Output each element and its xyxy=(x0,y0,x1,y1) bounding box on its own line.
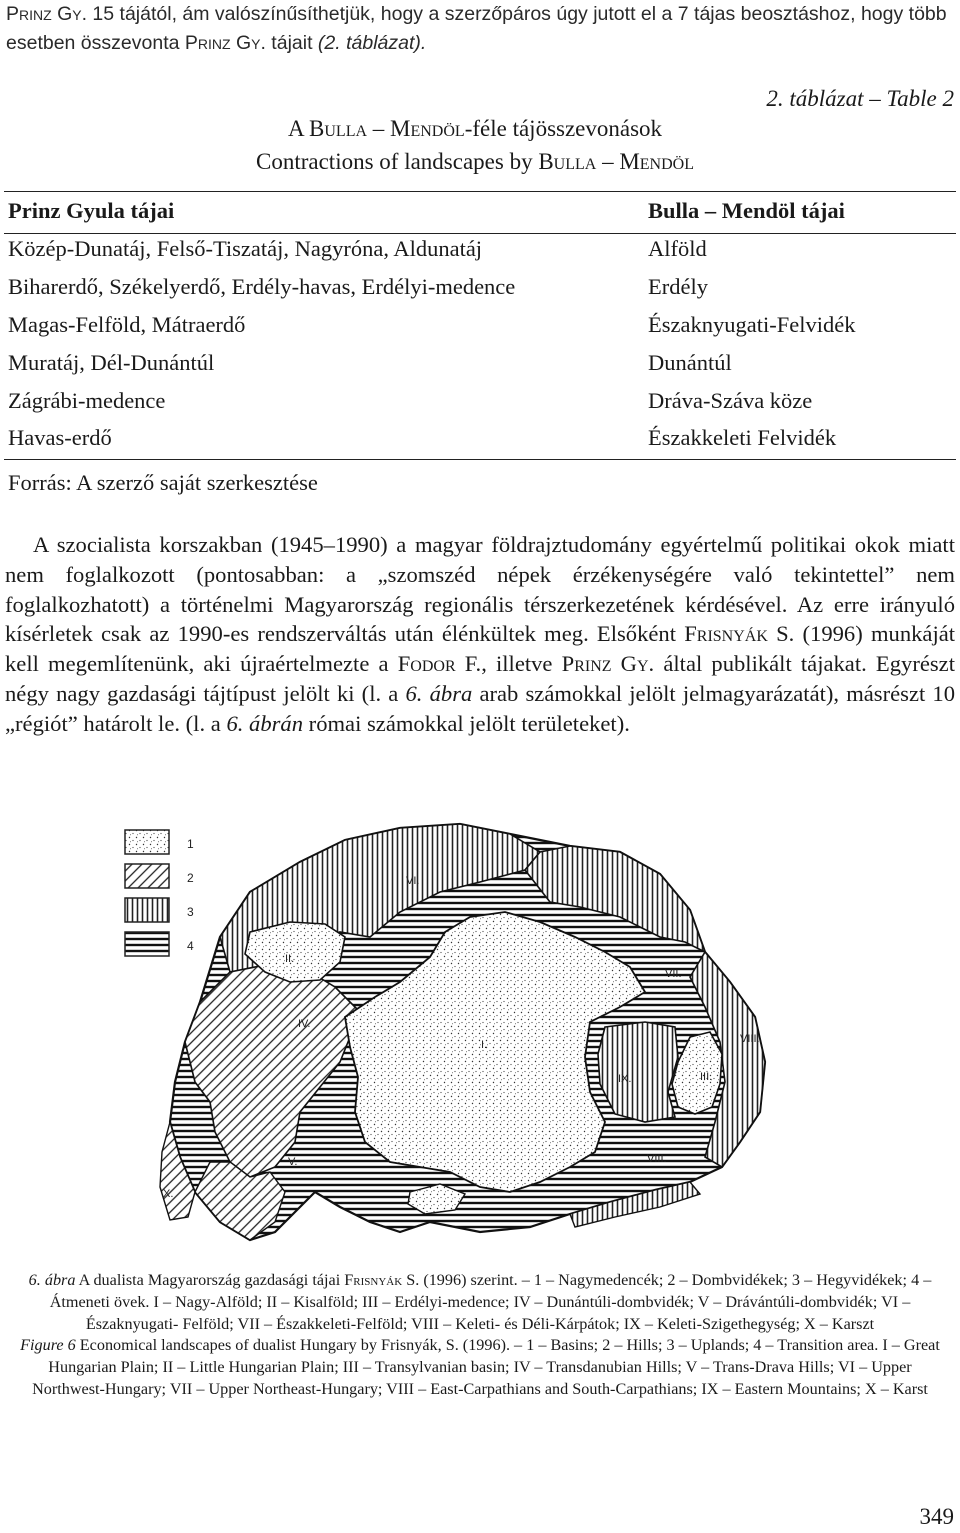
body-text: (1996) munkáját kell megemlítenünk, aki újraértelmezte a xyxy=(5,621,956,677)
map-label-VIII-east: VIII. xyxy=(740,1033,760,1045)
title-authors: Bulla – Mendöl xyxy=(309,116,465,141)
table-cell-right: Alföld xyxy=(648,236,707,261)
map-label-IX: IX. xyxy=(618,1073,632,1085)
legend-label-3: 3 xyxy=(187,905,194,919)
map-label-VII: VII. xyxy=(665,968,682,980)
author-prinz: Prinz Gy. xyxy=(6,3,88,25)
map-label-IV: IV. xyxy=(298,1018,311,1030)
intro-text: tájait xyxy=(265,32,318,54)
table-cell-right: Északnyugati-Felvidék xyxy=(648,312,856,337)
table-cell-left: Magas-Felföld, Mátraerdő xyxy=(8,312,246,337)
table-title-en xyxy=(0,145,960,178)
caption-en xyxy=(20,1335,940,1400)
title-text: Contractions of landscapes by xyxy=(256,149,539,174)
table-top-rule xyxy=(4,191,956,192)
table-cell-left: Biharerdő, Székelyerdő, Erdély-havas, Erdélyi-medence xyxy=(8,274,516,299)
table-bottom-rule xyxy=(4,459,956,460)
table-cell-left: Muratáj, Dél-Dunántúl xyxy=(8,350,215,375)
title-text: -féle tájösszevonások xyxy=(464,116,663,141)
caption-figure-label: Figure 6 xyxy=(20,1336,76,1355)
legend-swatch-uplands xyxy=(125,898,169,922)
title-text: A xyxy=(287,116,310,141)
map-label-II: II. xyxy=(285,953,295,965)
body-text: A szocialista korszakban (1945–1990) a magyar földrajztudomány egyértelmű politikai okok miatt nem foglalkozott (pontosabban: a „szomszéd népek érzékenységére való tekintettel” nem foglalkozhatott) a történelmi Magyarország regionális térszerkezetének kérdésével. Az erre irányuló kísérletek csak az 1990-es rendszerváltás után élénkültek meg. Elsőként xyxy=(5,532,955,647)
legend-label-2: 2 xyxy=(187,871,194,885)
caption-text: A dualista Magyarország gazdasági tájai xyxy=(75,1271,345,1289)
caption-text: (1996) szerint. – 1 – Nagymedencék; 2 – Dombvidékek; 3 – Hegyvidékek; 4 – Átmeneti övek. I – Nagy-Alföld; II – Kisalföld; III – Erdélyi-medence; IV – Dunántúli-dombvidék; V – Drávántúli-dombvidék; VI – Északnyugati- Felföld; VII – Északkeleti-Felföld; VIII – Keleti- és Déli-Kárpátok; IX – Keleti-Szigethegység; X – Karszt xyxy=(49,1271,932,1333)
table-cell-right: Dunántúl xyxy=(648,350,732,375)
table-title xyxy=(0,112,960,178)
figure-reference: 6. ábrán xyxy=(226,710,304,736)
figure-caption xyxy=(20,1270,940,1401)
table-source: Forrás: A szerző saját szerkesztése xyxy=(8,470,318,495)
table-header-left: Prinz Gyula tájai xyxy=(8,198,175,223)
caption-text: Economical landscapes of dualist Hungary by Frisnyák, S. (1996). – 1 – Basins; 2 – Hills; 3 – Uplands; 4 – Transition area. I – Great Hungarian Plain; II – Little Hungarian Plain; III – Transylvanian basin; IV – Transdanubian Hills; V – Trans-Drava Hills; VI – Upper Northwest-Hungary; VII – Upper Northeast-Hungary; VIII – East-Carpathians and South-Carpathians; IX – Eastern Mountains; X – Karst xyxy=(32,1336,940,1398)
author-prinz: Prinz Gy. xyxy=(561,651,655,677)
table-number: 2. táblázat – Table 2 xyxy=(766,86,954,111)
caption-hu xyxy=(20,1270,940,1335)
table-cell-left: Havas-erdő xyxy=(8,425,112,450)
economic-landscapes-map xyxy=(100,822,840,1247)
table-cell-left: Zágrábi-medence xyxy=(8,388,166,413)
legend-label-4: 4 xyxy=(187,939,194,953)
figure-reference: 6. ábra xyxy=(405,680,473,706)
legend-label-1: 1 xyxy=(187,837,194,851)
body-text: római számokkal jelölt területeket). xyxy=(303,710,630,736)
body-text: arab számokkal jelölt jelmagyarázatát), másrészt 10 „régiót” határolt le. (l. a xyxy=(5,680,956,736)
legend-swatch-transition xyxy=(125,932,169,956)
map-label-V: V. xyxy=(288,1156,298,1168)
table-header-right: Bulla – Mendöl tájai xyxy=(648,198,845,223)
caption-author: Frisnyák S. xyxy=(344,1271,420,1289)
map-label-VIII-south: VIII. xyxy=(647,1153,667,1165)
table-reference: (2. táblázat). xyxy=(317,32,427,54)
table-cell-left: Közép-Dunatáj, Felső-Tiszatáj, Nagyróna, Aldunatáj xyxy=(8,236,483,261)
map-label-III: III. xyxy=(700,1071,713,1083)
table-cell-right: Északkeleti Felvidék xyxy=(648,425,837,450)
map-label-VI: VI. xyxy=(406,875,420,887)
map-label-X: X. xyxy=(163,1188,174,1200)
map-label-I: I. xyxy=(481,1039,488,1051)
author-prinz: Prinz Gy. xyxy=(184,32,266,54)
map-legend xyxy=(125,830,194,956)
body-paragraph xyxy=(5,530,955,739)
body-text: , illetve xyxy=(481,651,562,677)
table-cell-right: Dráva-Száva köze xyxy=(648,388,813,413)
table-cell-right: Erdély xyxy=(648,274,708,299)
intro-paragraph xyxy=(6,0,956,58)
author-fodor: Fodor F. xyxy=(397,651,482,677)
intro-text: 15 tájától, ám valószínűsíthetjük, hogy a szerzőpáros úgy jutott el a 7 tájas beosztáshoz, hogy több esetben összevonta xyxy=(6,3,947,54)
legend-swatch-basins xyxy=(125,830,169,854)
page-number: 349 xyxy=(919,1504,954,1529)
body-text: által publikált tájakat. Egyrészt négy nagy gazdasági tájtípust jelölt ki (l. a xyxy=(5,651,955,706)
author-frisnyak: Frisnyák S. xyxy=(684,621,795,647)
legend-swatch-hills xyxy=(125,864,169,888)
caption-figure-label: 6. ábra xyxy=(28,1271,76,1289)
title-authors: Bulla – Mendöl xyxy=(538,149,694,174)
table-header-rule xyxy=(4,233,956,234)
table-title-hu xyxy=(0,112,960,145)
